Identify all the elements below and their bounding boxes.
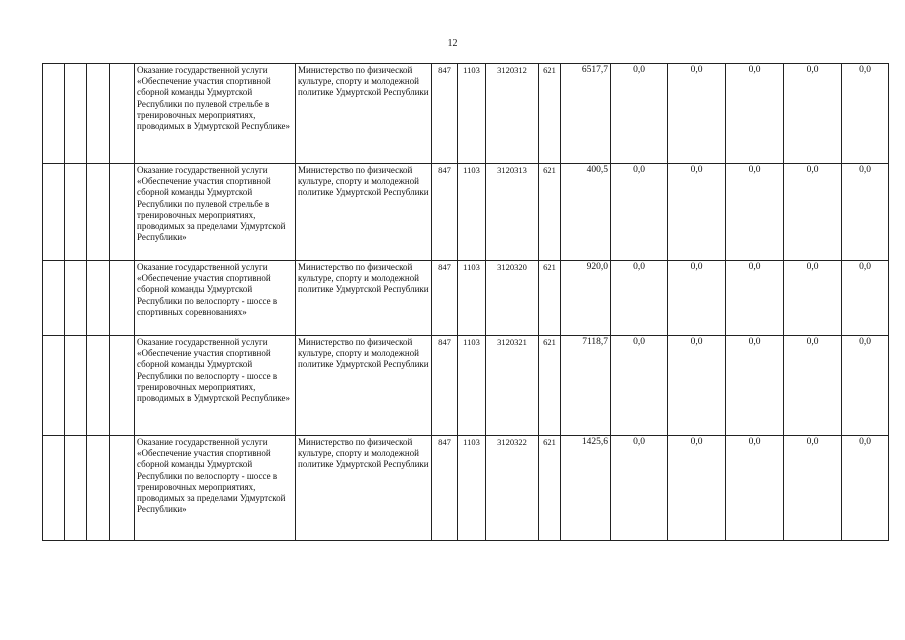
grbs-code-cell: 847 (432, 336, 458, 436)
grbs-code-cell: 847 (432, 164, 458, 261)
empty-cell (110, 336, 135, 436)
year-value-cell: 0,0 (842, 261, 889, 336)
ministry-cell: Министерство по физической культуре, спорту и молодежной политике Удмуртской Республики (296, 261, 432, 336)
empty-cell (65, 336, 87, 436)
year-value-cell: 0,0 (784, 164, 842, 261)
empty-cell (87, 336, 110, 436)
year-value-cell: 0,0 (842, 436, 889, 541)
empty-cell (43, 261, 65, 336)
empty-cell (65, 261, 87, 336)
empty-cell (65, 64, 87, 164)
year-value-cell: 0,0 (611, 164, 668, 261)
empty-cell (87, 261, 110, 336)
table-row (43, 261, 889, 336)
year-value-cell: 0,0 (726, 164, 784, 261)
year-value-cell: 0,0 (784, 64, 842, 164)
empty-cell (110, 164, 135, 261)
year-value-cell: 0,0 (842, 336, 889, 436)
empty-cell (110, 261, 135, 336)
empty-cell (43, 64, 65, 164)
empty-cell (110, 64, 135, 164)
vr-code-cell: 621 (539, 164, 561, 261)
year-value-cell: 0,0 (842, 164, 889, 261)
empty-cell (65, 164, 87, 261)
csr-code-cell: 3120322 (486, 436, 539, 541)
year-value-cell: 0,0 (611, 261, 668, 336)
year-value-cell: 0,0 (611, 64, 668, 164)
vr-code-cell: 621 (539, 336, 561, 436)
csr-code-cell: 3120312 (486, 64, 539, 164)
ministry-cell: Министерство по физической культуре, спорту и молодежной политике Удмуртской Республики (296, 336, 432, 436)
csr-code-cell: 3120313 (486, 164, 539, 261)
rzpr-code-cell: 1103 (458, 336, 486, 436)
budget-table (42, 63, 889, 541)
table-row (43, 164, 889, 261)
empty-cell (87, 64, 110, 164)
year-value-cell: 0,0 (611, 336, 668, 436)
year-value-cell: 0,0 (668, 336, 726, 436)
rzpr-code-cell: 1103 (458, 164, 486, 261)
table-row (43, 64, 889, 164)
grbs-code-cell: 847 (432, 64, 458, 164)
empty-cell (43, 436, 65, 541)
amount-cell: 7118,7 (561, 336, 611, 436)
amount-cell: 1425,6 (561, 436, 611, 541)
ministry-cell: Министерство по физической культуре, спорту и молодежной политике Удмуртской Республики (296, 436, 432, 541)
amount-cell: 6517,7 (561, 64, 611, 164)
year-value-cell: 0,0 (726, 436, 784, 541)
year-value-cell: 0,0 (726, 64, 784, 164)
service-name-cell: Оказание государственной услуги «Обеспечение участия спортивной сборной команды Удмуртской Республики по пулевой стрельбе в тренировочных мероприятиях, проводимых за пределами Удмуртской Республики» (135, 164, 296, 261)
empty-cell (43, 336, 65, 436)
vr-code-cell: 621 (539, 261, 561, 336)
rzpr-code-cell: 1103 (458, 261, 486, 336)
table-row (43, 336, 889, 436)
ministry-cell: Министерство по физической культуре, спорту и молодежной политике Удмуртской Республики (296, 164, 432, 261)
ministry-cell: Министерство по физической культуре, спорту и молодежной политике Удмуртской Республики (296, 64, 432, 164)
empty-cell (43, 164, 65, 261)
service-name-cell: Оказание государственной услуги «Обеспечение участия спортивной сборной команды Удмуртской Республики по велоспорту - шоссе в тренировочных мероприятиях, проводимых за пределами Удмуртской Республики» (135, 436, 296, 541)
amount-cell: 920,0 (561, 261, 611, 336)
year-value-cell: 0,0 (784, 436, 842, 541)
year-value-cell: 0,0 (611, 436, 668, 541)
grbs-code-cell: 847 (432, 436, 458, 541)
service-name-cell: Оказание государственной услуги «Обеспечение участия спортивной сборной команды Удмуртской Республики по велоспорту - шоссе в тренировочных мероприятиях, проводимых в Удмуртской Республике» (135, 336, 296, 436)
year-value-cell: 0,0 (668, 436, 726, 541)
year-value-cell: 0,0 (726, 336, 784, 436)
rzpr-code-cell: 1103 (458, 436, 486, 541)
service-name-cell: Оказание государственной услуги «Обеспечение участия спортивной сборной команды Удмуртской Республики по велоспорту - шоссе в спортивных соревнованиях» (135, 261, 296, 336)
vr-code-cell: 621 (539, 64, 561, 164)
year-value-cell: 0,0 (842, 64, 889, 164)
grbs-code-cell: 847 (432, 261, 458, 336)
year-value-cell: 0,0 (668, 164, 726, 261)
page-number: 12 (447, 38, 458, 49)
vr-code-cell: 621 (539, 436, 561, 541)
csr-code-cell: 3120321 (486, 336, 539, 436)
service-name-cell: Оказание государственной услуги «Обеспечение участия спортивной сборной команды Удмуртской Республики по пулевой стрельбе в тренировочных мероприятиях, проводимых в Удмуртской Республике» (135, 64, 296, 164)
csr-code-cell: 3120320 (486, 261, 539, 336)
year-value-cell: 0,0 (668, 261, 726, 336)
rzpr-code-cell: 1103 (458, 64, 486, 164)
table-row (43, 436, 889, 541)
empty-cell (87, 436, 110, 541)
empty-cell (65, 436, 87, 541)
year-value-cell: 0,0 (668, 64, 726, 164)
empty-cell (87, 164, 110, 261)
amount-cell: 400,5 (561, 164, 611, 261)
year-value-cell: 0,0 (784, 336, 842, 436)
year-value-cell: 0,0 (726, 261, 784, 336)
empty-cell (110, 436, 135, 541)
year-value-cell: 0,0 (784, 261, 842, 336)
